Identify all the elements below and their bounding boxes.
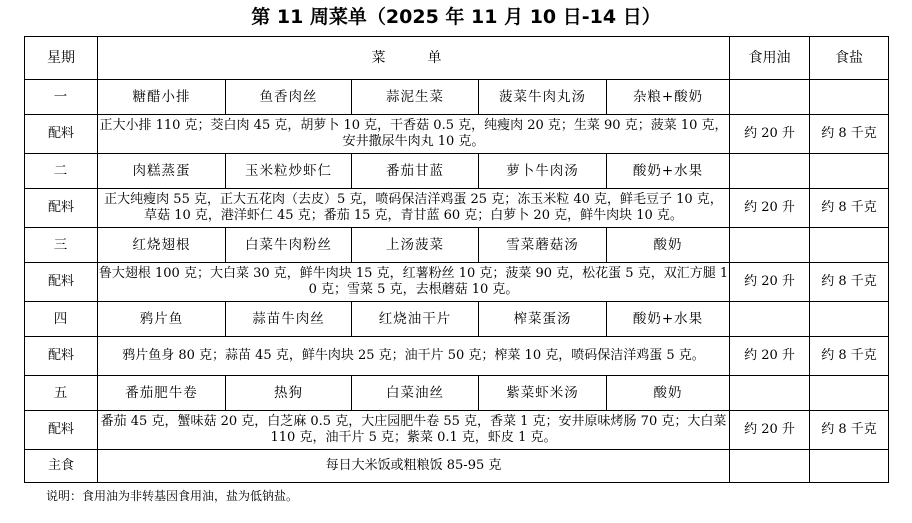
weekday-label: 一 <box>25 80 98 115</box>
salt-empty-cell <box>810 450 889 483</box>
dish-name: 雪菜蘑菇汤 <box>479 228 607 263</box>
ingredients-label: 配料 <box>25 263 98 302</box>
salt-empty-cell <box>810 376 889 411</box>
footnote: 说明：食用油为非转基因食用油，盐为低钠盐。 <box>46 489 299 503</box>
staple-label: 主食 <box>25 450 98 483</box>
dish-row <box>25 154 889 189</box>
dish-name: 肉糕蒸蛋 <box>98 154 226 189</box>
dish-name: 菠菜牛肉丸汤 <box>479 80 607 115</box>
ingredients-text: 正大小排 110 克；茭白肉 45 克，胡萝卜 10 克，干香菇 0.5 克，纯瘦肉 20 克；生菜 90 克；菠菜 10 克，安井撒尿牛肉丸 10 克。 <box>98 115 730 154</box>
oil-empty-cell <box>730 154 810 189</box>
staple-row <box>25 450 889 483</box>
weekly-menu-table <box>24 36 889 483</box>
oil-empty-cell <box>730 228 810 263</box>
oil-empty-cell <box>730 450 810 483</box>
salt-empty-cell <box>810 154 889 189</box>
page-title: 第 11 周菜单（2025 年 11 月 10 日-14 日） <box>251 6 661 28</box>
ingredients-row <box>25 189 889 228</box>
oil-empty-cell <box>730 302 810 337</box>
ingredients-label: 配料 <box>25 411 98 450</box>
ingredients-text: 鲁大翅根 100 克；大白菜 30 克，鲜牛肉块 15 克，红薯粉丝 10 克；菠菜 90 克，松花蛋 5 克，双汇方腿 10 克；雪菜 5 克，去根蘑菇 10 克。 <box>98 263 730 302</box>
menu-header: 菜 单 <box>98 37 730 80</box>
oil-amount: 约 20 升 <box>730 189 810 228</box>
dish-name: 红烧油干片 <box>352 302 479 337</box>
weekday-header: 星期 <box>25 37 98 80</box>
ingredients-text: 番茄 45 克，蟹味菇 20 克，白芝麻 0.5 克，大庄园肥牛卷 55 克，香菜 1 克；安井原味烤肠 70 克；大白菜 110 克，油干片 5 克；紫菜 0.1 克，虾皮 1 克。 <box>98 411 730 450</box>
dish-name: 玉米粒炒虾仁 <box>226 154 352 189</box>
weekday-label: 四 <box>25 302 98 337</box>
menu-table-body <box>25 37 889 483</box>
oil-amount: 约 20 升 <box>730 337 810 376</box>
salt-amount: 约 8 千克 <box>810 115 889 154</box>
salt-empty-cell <box>810 302 889 337</box>
oil-amount: 约 20 升 <box>730 115 810 154</box>
dish-name: 酸奶+水果 <box>607 302 730 337</box>
dish-name: 糖醋小排 <box>98 80 226 115</box>
salt-empty-cell <box>810 228 889 263</box>
dish-name: 红烧翅根 <box>98 228 226 263</box>
dish-row <box>25 376 889 411</box>
oil-empty-cell <box>730 80 810 115</box>
oil-amount: 约 20 升 <box>730 263 810 302</box>
dish-row <box>25 80 889 115</box>
dish-name: 番茄肥牛卷 <box>98 376 226 411</box>
dish-name: 番茄甘蓝 <box>352 154 479 189</box>
ingredients-row <box>25 263 889 302</box>
dish-name: 蒜泥生菜 <box>352 80 479 115</box>
dish-name: 榨菜蛋汤 <box>479 302 607 337</box>
oil-empty-cell <box>730 376 810 411</box>
ingredients-row <box>25 337 889 376</box>
staple-text: 每日大米饭或粗粮饭 85-95 克 <box>98 450 730 483</box>
dish-name: 蒜苗牛肉丝 <box>226 302 352 337</box>
salt-amount: 约 8 千克 <box>810 263 889 302</box>
ingredients-label: 配料 <box>25 115 98 154</box>
ingredients-label: 配料 <box>25 189 98 228</box>
salt-amount: 约 8 千克 <box>810 189 889 228</box>
dish-name: 紫菜虾米汤 <box>479 376 607 411</box>
dish-name: 上汤菠菜 <box>352 228 479 263</box>
ingredients-text: 正大纯瘦肉 55 克，正大五花肉（去皮）5 克，喷码保洁洋鸡蛋 25 克；冻玉米粒 40 克，鲜毛豆子 10 克，草菇 10 克，港洋虾仁 45 克；番茄 15 克，青甘蓝 60 克；白萝卜 20 克，鲜牛肉块 10 克。 <box>98 189 730 228</box>
dish-name: 萝卜牛肉汤 <box>479 154 607 189</box>
dish-name: 酸奶+水果 <box>607 154 730 189</box>
salt-empty-cell <box>810 80 889 115</box>
ingredients-row <box>25 115 889 154</box>
dish-name: 鸦片鱼 <box>98 302 226 337</box>
dish-name: 酸奶 <box>607 228 730 263</box>
weekday-label: 二 <box>25 154 98 189</box>
dish-name: 白菜牛肉粉丝 <box>226 228 352 263</box>
weekday-label: 五 <box>25 376 98 411</box>
oil-header: 食用油 <box>730 37 810 80</box>
oil-amount: 约 20 升 <box>730 411 810 450</box>
salt-amount: 约 8 千克 <box>810 411 889 450</box>
weekday-label: 三 <box>25 228 98 263</box>
dish-name: 白菜油丝 <box>352 376 479 411</box>
dish-name: 鱼香肉丝 <box>226 80 352 115</box>
header-row <box>25 37 889 80</box>
dish-name: 杂粮+酸奶 <box>607 80 730 115</box>
dish-row <box>25 228 889 263</box>
ingredients-label: 配料 <box>25 337 98 376</box>
dish-name: 热狗 <box>226 376 352 411</box>
ingredients-text: 鸦片鱼身 80 克；蒜苗 45 克，鲜牛肉块 25 克；油干片 50 克；榨菜 10 克，喷码保洁洋鸡蛋 5 克。 <box>98 337 730 376</box>
dish-name: 酸奶 <box>607 376 730 411</box>
ingredients-row <box>25 411 889 450</box>
dish-row <box>25 302 889 337</box>
salt-header: 食盐 <box>810 37 889 80</box>
salt-amount: 约 8 千克 <box>810 337 889 376</box>
